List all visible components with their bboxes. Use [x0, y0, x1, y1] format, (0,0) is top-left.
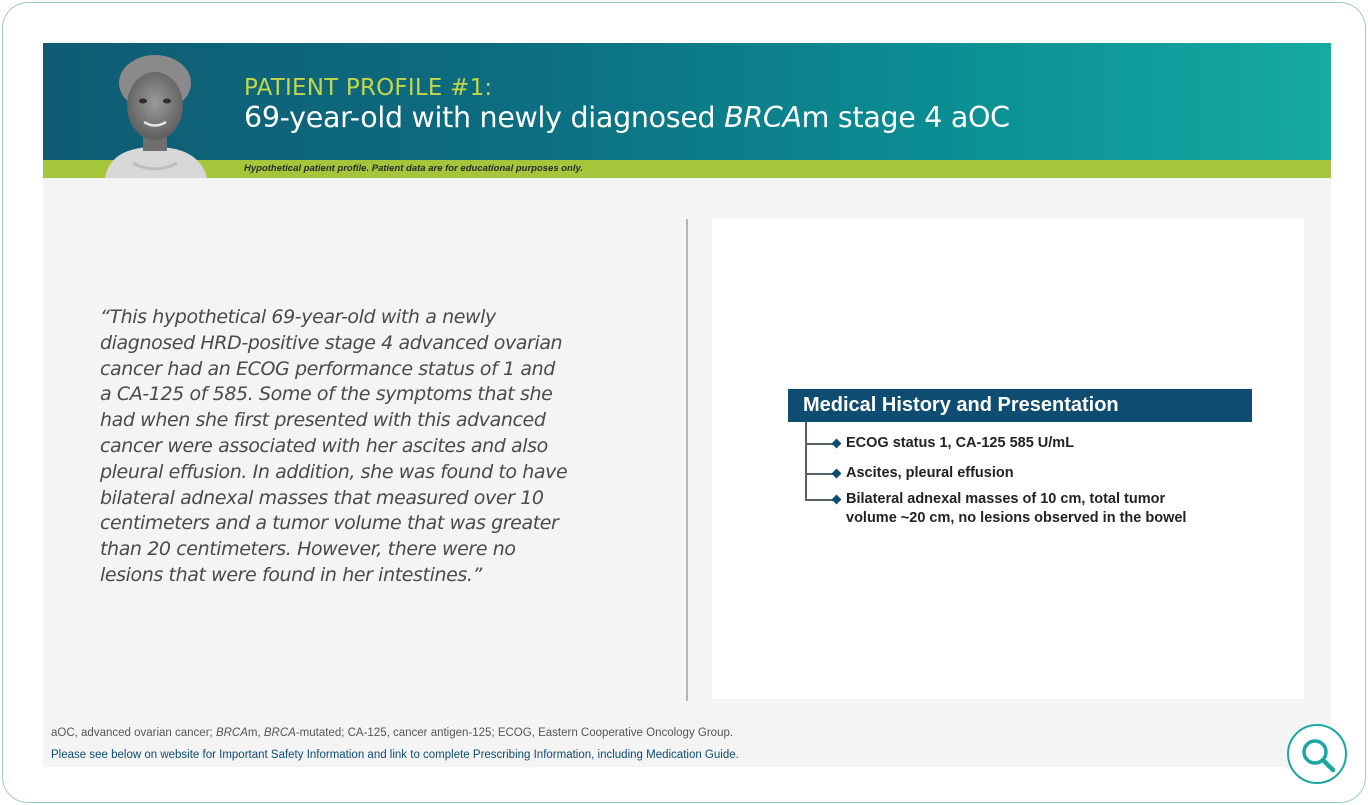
zoom-button[interactable] — [1287, 724, 1347, 784]
medical-history-header: Medical History and Presentation — [788, 389, 1252, 422]
title-suffix: m stage 4 aOC — [801, 101, 1010, 134]
profile-label: PATIENT PROFILE #1: — [244, 75, 493, 101]
disclaimer-strip — [43, 160, 1331, 178]
column-divider — [686, 219, 688, 701]
patient-quote: “This hypothetical 69-year-old with a newly diagnosed HRD-positive stage 4 advanced ovarian cancer had an ECOG performance status of 1 and a CA-125 of 585. Some of the symptoms that she had when she first presented with this advanced cancer were associated with her ascites and also pleural effusion. In addition, she was found to have bilateral adnexal masses that measured over 10 centimeters and a tumor volume that was greater than 20 centimeters. However, there were no lesions that were found in her intestines.” — [100, 306, 568, 586]
disclaimer-text: Hypothetical patient profile. Patient data are for educational purposes only. — [244, 163, 584, 174]
abbreviations-footnote: aOC, advanced ovarian cancer; BRCAm, BRCA-mutated; CA-125, cancer antigen-125; ECOG, Eastern Cooperative Oncology Group. — [51, 727, 734, 739]
patient-portrait-icon — [99, 51, 211, 178]
content-frame — [2, 2, 1366, 803]
medical-history-panel — [712, 218, 1304, 699]
profile-title — [244, 101, 1010, 134]
magnifier-icon — [1289, 726, 1349, 786]
title-prefix: 69-year-old with newly diagnosed — [244, 101, 725, 134]
safety-info-link[interactable]: Please see below on website for Important Safety Information and link to complete Prescribing Information, including Medication Guide. — [51, 749, 739, 761]
history-item: Ascites, pleural effusion — [805, 464, 1014, 483]
slide — [43, 43, 1331, 767]
title-brca: BRCA — [724, 101, 802, 134]
history-item: ECOG status 1, CA-125 585 U/mL — [805, 434, 1074, 453]
history-item: Bilateral adnexal masses of 10 cm, total tumor volume ~20 cm, no lesions observed in the bowel — [805, 490, 1186, 528]
